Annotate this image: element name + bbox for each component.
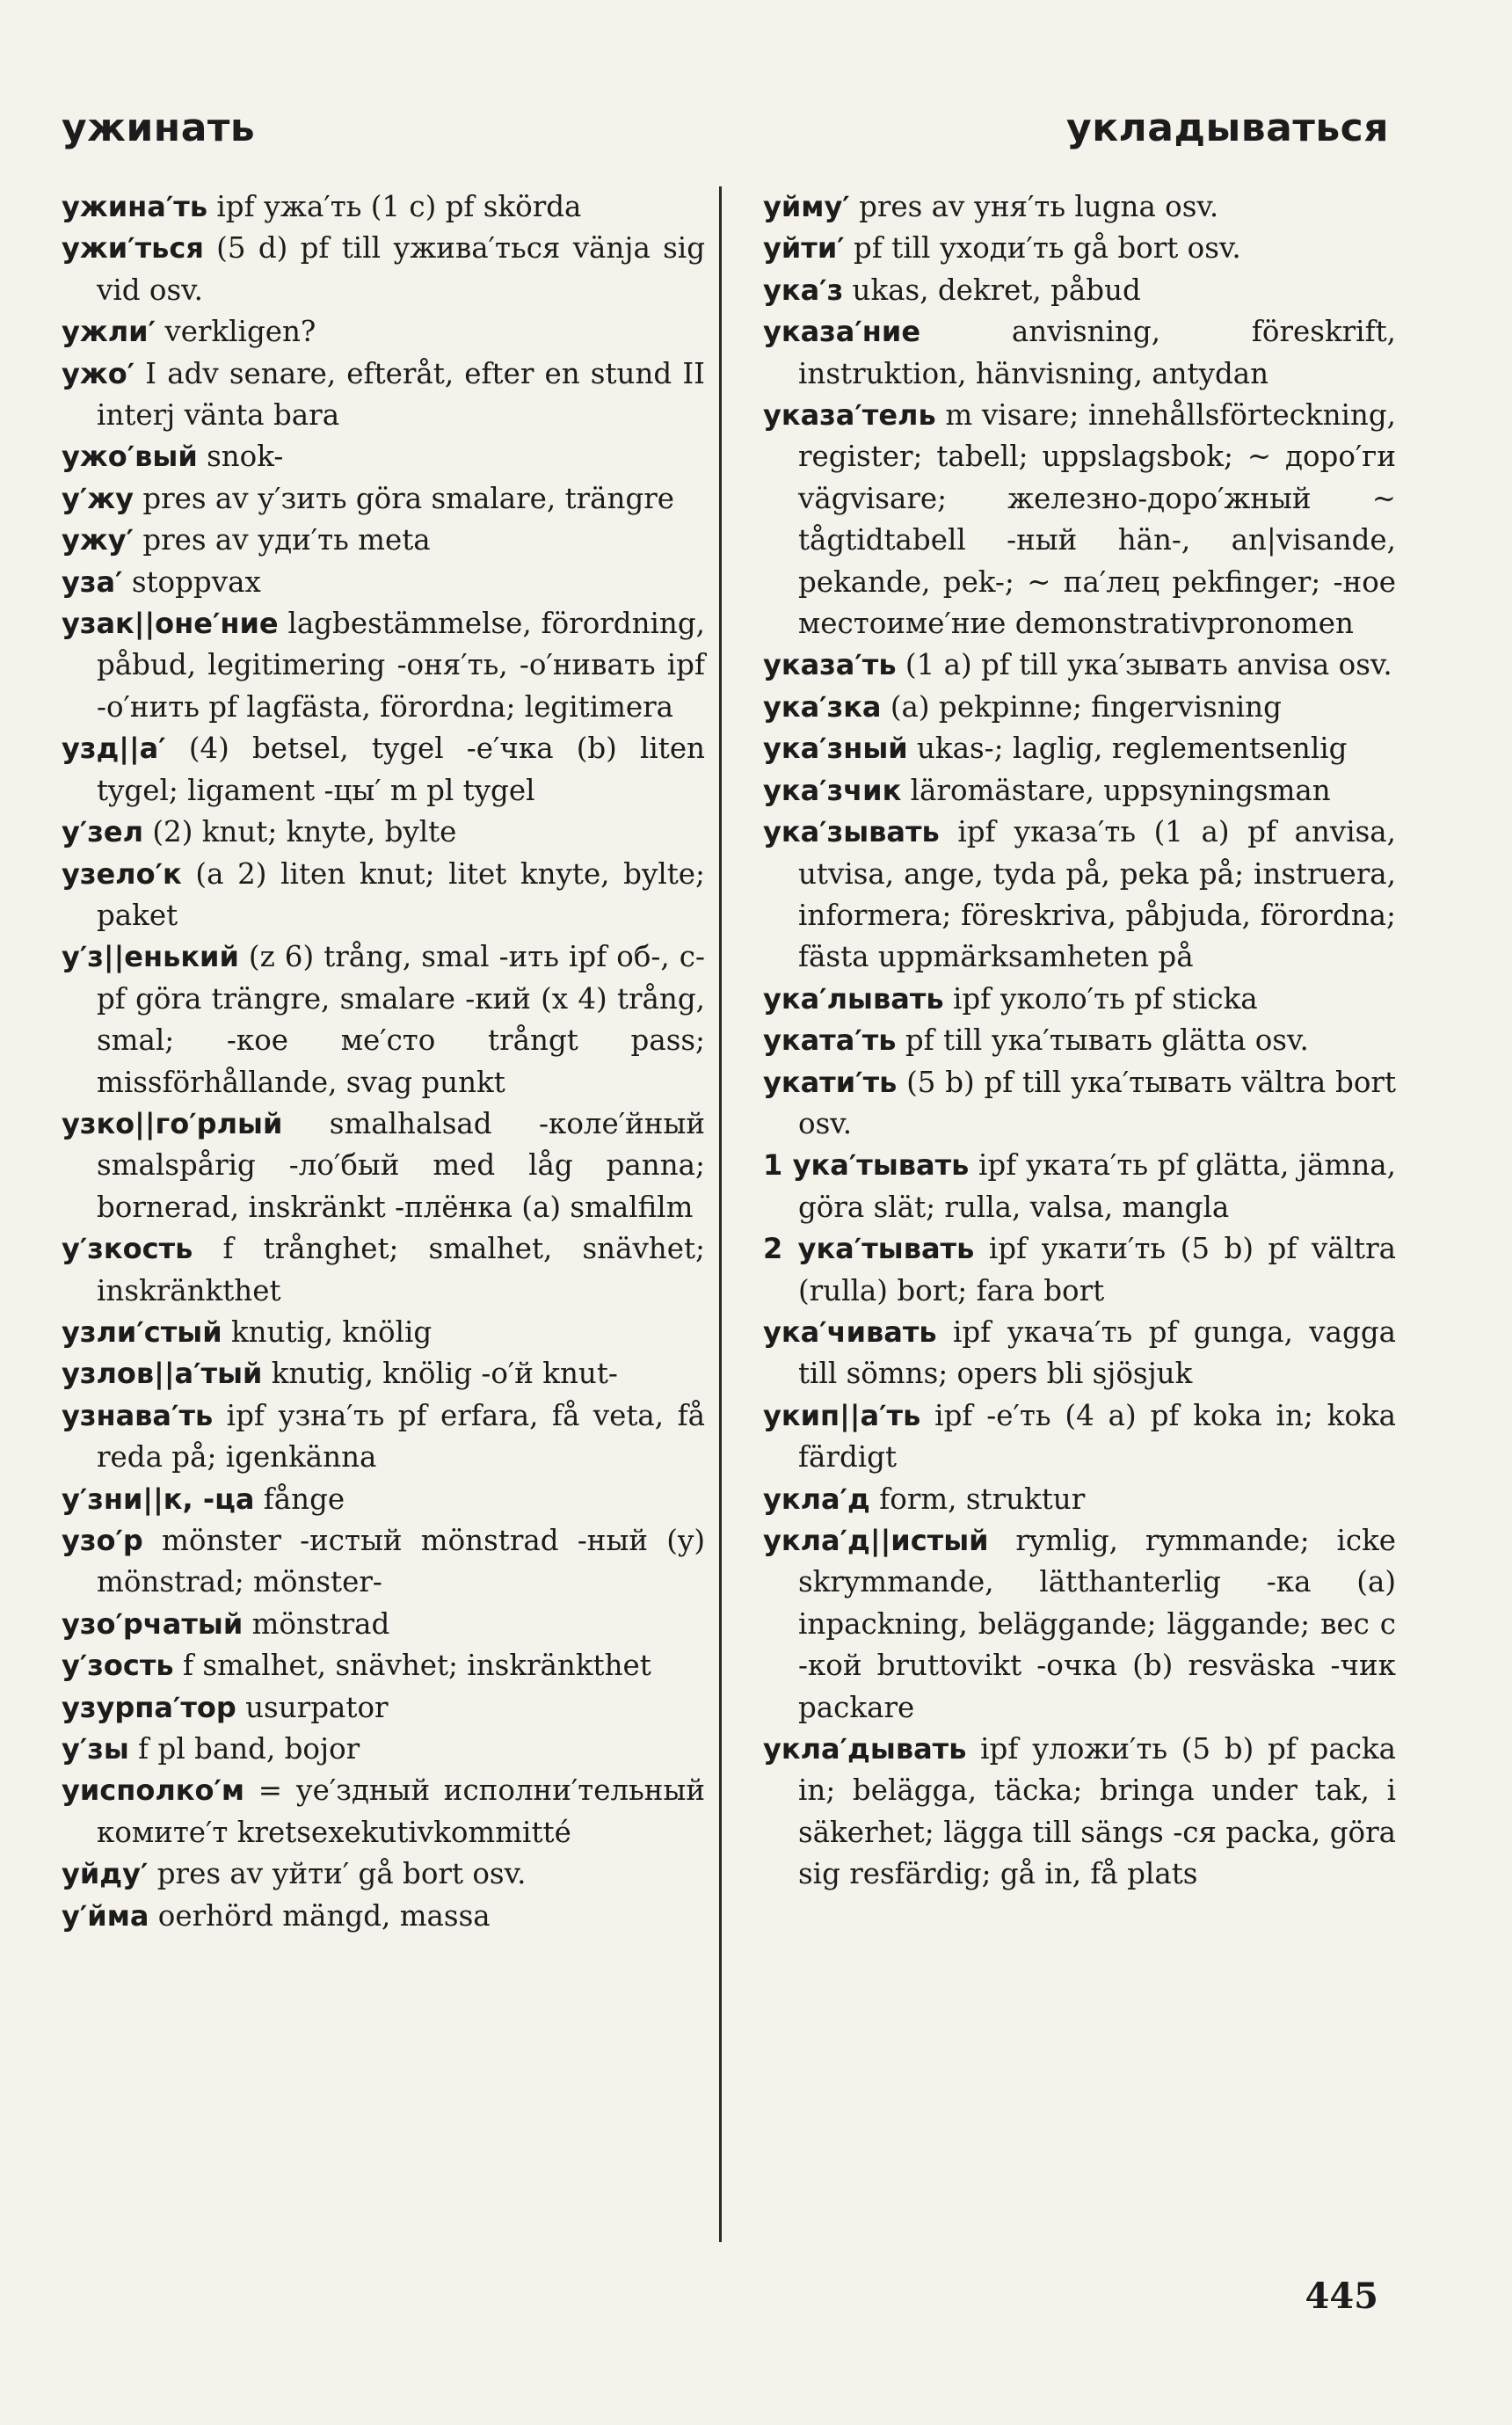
entry-definition: ukas, dekret, påbud (843, 273, 1141, 307)
dictionary-entry (763, 1228, 1396, 1312)
entry-headword: указа′тель (763, 398, 936, 433)
entry-headword: ука′зчик (763, 773, 902, 807)
dictionary-entry (62, 1853, 705, 1895)
entry-headword: ужо′ (62, 356, 135, 390)
entry-headword: ука′зный (763, 732, 908, 766)
entry-definition: oerhörd mängd, massa (149, 1898, 491, 1933)
dictionary-entry (62, 854, 705, 937)
entry-definition: verkligen? (156, 315, 316, 349)
running-head-left: ужинать (62, 106, 256, 150)
entry-headword: указа′ть (763, 648, 897, 682)
entry-headword: у′жу (62, 481, 134, 515)
entry-definition: pres av у′зить göra smalare, trängre (134, 481, 675, 515)
dictionary-entry (62, 353, 705, 437)
entry-headword: 2 ука′тывать (763, 1232, 975, 1266)
entry-headword: у′з||енький (62, 940, 239, 974)
entry-definition: lagbestämmelse, förordning, påbud, legitimering -оня′ть, -о′нивать ipf -о′нить pf lagfästa, förordna; legitimera (97, 607, 705, 724)
entry-headword: уйму′ (763, 190, 850, 223)
entry-definition: (z 6) trång, smal -ить ipf об-, с- pf göra trängre, smalare -кий (x 4) trång, smal; -кое ме′сто trångt pass; missförhållande, svag punkt (97, 940, 705, 1099)
dictionary-entry (62, 1395, 705, 1479)
dictionary-entry (62, 562, 705, 603)
dictionary-entry (62, 1312, 705, 1353)
entry-definition: f smalhet, snävhet; inskränkthet (173, 1649, 651, 1683)
dictionary-entry (763, 812, 1396, 979)
entry-definition: fånge (254, 1482, 345, 1516)
dictionary-entry (62, 1479, 705, 1520)
dictionary-entry (763, 1729, 1396, 1896)
entry-headword: узурпа′тор (62, 1690, 236, 1724)
entry-definition: ipf уколо′ть pf sticka (943, 981, 1258, 1016)
dictionary-entry (62, 1228, 705, 1312)
entry-definition: ipf указа′ть (1 a) pf anvisa, utvisa, ange, tyda på, peka på; instruera, informera; föreskriva, påbjuda, förordna; fästa uppmärksamheten på (798, 815, 1396, 974)
entry-definition: mönstrad (243, 1606, 390, 1641)
entry-headword: ужина′ть (62, 190, 208, 223)
entry-definition: ipf укати′ть (5 b) pf vältra (rulla) bort; fara bort (798, 1232, 1397, 1307)
entry-definition: pres av уди′ть meta (134, 523, 431, 557)
entry-definition: pf till ука′тывать glätta osv. (896, 1023, 1309, 1058)
entry-definition: knutig, knölig (222, 1314, 433, 1349)
dictionary-entry (763, 770, 1396, 812)
entry-definition: ipf ужа′ть (1 c) pf skörda (207, 190, 582, 223)
entry-definition: ipf -е′ть (4 a) pf koka in; koka färdigt (798, 1398, 1396, 1475)
entry-definition: f pl band, bojor (128, 1732, 360, 1766)
right-column (763, 186, 1396, 1896)
entry-headword: уисполко′м (62, 1773, 245, 1808)
entry-headword: узо′рчатый (62, 1606, 244, 1641)
entry-headword: ужо′вый (62, 440, 198, 474)
dictionary-entry (763, 644, 1396, 686)
entry-headword: у′зел (62, 815, 144, 849)
dictionary-entry (763, 728, 1396, 769)
entry-headword: 1 ука′тывать (763, 1148, 970, 1183)
entry-headword: ука′зка (763, 689, 882, 724)
dictionary-entry (763, 228, 1396, 269)
dictionary-entry (62, 1520, 705, 1604)
entry-headword: у′зни||к, -ца (62, 1482, 255, 1516)
dictionary-entry (62, 228, 705, 311)
dictionary-entry (62, 311, 705, 353)
dictionary-entry (62, 1770, 705, 1853)
entry-headword: укла′д (763, 1482, 870, 1516)
entry-headword: ука′з (763, 273, 844, 307)
entry-definition: rymlig, rymmande; icke skrymmande, lätthanterlig -ка (a) inpackning, beläggande; läggande; вес с -кой bruttovikt -очка (b) resväska -чик packare (798, 1524, 1396, 1724)
entry-definition: (a 2) liten knut; litet knyte, bylte; paket (97, 856, 705, 932)
entry-headword: у′йма (62, 1898, 149, 1933)
dictionary-entry (763, 270, 1396, 311)
entry-headword: уйду′ (62, 1857, 149, 1891)
entry-headword: у′зость (62, 1649, 174, 1683)
entry-definition: (2) knut; knyte, bylte (143, 815, 457, 849)
entry-definition: usurpator (236, 1690, 389, 1724)
entry-headword: ужи′ться (62, 231, 204, 266)
entry-definition: (5 d) pf till ужива′ться vänja sig vid osv. (97, 231, 705, 307)
dictionary-entry (62, 1687, 705, 1729)
entry-definition: knutig, knölig -о′й knut- (262, 1357, 618, 1391)
entry-headword: у′зы (62, 1732, 129, 1766)
dictionary-entry (62, 1645, 705, 1686)
dictionary-entry (62, 728, 705, 812)
dictionary-entry (62, 436, 705, 477)
entry-headword: укип||а′ть (763, 1398, 921, 1432)
entry-definition: ipf укача′ть pf gunga, vagga till sömns; opers bli sjösjuk (798, 1314, 1396, 1391)
entry-definition: = уе′здный исполни′тельный комите′т kretsexekutivkommitté (97, 1773, 705, 1849)
entry-definition: I adv senare, efteråt, efter en stund II interj vänta bara (97, 356, 705, 433)
entry-definition: f trånghet; smalhet, snävhet; inskränkthet (97, 1232, 705, 1307)
dictionary-entry (763, 1062, 1396, 1146)
entry-headword: указа′ние (763, 315, 921, 349)
entry-headword: уйти′ (763, 231, 845, 266)
entry-definition: ipf уката′ть pf glätta, jämna, göra slät; rulla, valsa, mangla (798, 1148, 1397, 1224)
entry-headword: укла′д||истый (763, 1524, 989, 1557)
dictionary-entry (62, 478, 705, 520)
entry-definition: (a) pekpinne; fingervisning (881, 689, 1282, 724)
entry-headword: у′зкость (62, 1232, 193, 1266)
entry-headword: узлов||а′тый (62, 1357, 263, 1391)
dictionary-entry (62, 603, 705, 728)
dictionary-entry (763, 1020, 1396, 1061)
entry-definition: form, struktur (869, 1482, 1086, 1516)
entry-definition: anvisning, föreskrift, instruktion, hänvisning, antydan (798, 315, 1396, 390)
entry-headword: ука′чивать (763, 1314, 937, 1349)
dictionary-entry (62, 186, 705, 228)
entry-definition: m visare; innehållsförteckning, register; tabell; uppslagsbok; ~ доро′ги vägvisare; железно-доро′жный ~ tågtidtabell -ный hän-, an|visande, pekande, pek-; ~ па′лец pekfinger; -ное местоиме′ние demonstrativpronomen (798, 398, 1396, 641)
dictionary-entry (62, 520, 705, 561)
left-column (62, 186, 705, 1937)
entry-definition: pres av уня′ть lugna osv. (849, 190, 1219, 223)
entry-definition: ukas-; laglig, reglementsenlig (907, 732, 1348, 766)
dictionary-entry (62, 1604, 705, 1645)
dictionary-entry (763, 1145, 1396, 1228)
dictionary-entry (763, 979, 1396, 1020)
entry-headword: узли′стый (62, 1314, 222, 1349)
dictionary-entry (62, 1729, 705, 1770)
entry-headword: узо′р (62, 1524, 143, 1557)
entry-headword: узело′к (62, 856, 182, 891)
entry-headword: укати′ть (763, 1065, 898, 1099)
entry-headword: ука′зывать (763, 815, 940, 849)
dictionary-entry (763, 395, 1396, 644)
dictionary-entry (763, 1479, 1396, 1520)
dictionary-entry (62, 1896, 705, 1937)
entry-headword: уката′ть (763, 1023, 897, 1058)
dictionary-entry (763, 1312, 1396, 1395)
entry-headword: укла′дывать (763, 1732, 967, 1766)
entry-headword: узд||а′ (62, 732, 166, 766)
entry-definition: (5 b) pf till ука′тывать vältra bort osv. (798, 1065, 1396, 1140)
entry-definition: läromästare, uppsyningsman (901, 773, 1331, 807)
entry-headword: узнава′ть (62, 1398, 214, 1432)
entry-headword: уза′ (62, 564, 123, 599)
dictionary-entry (62, 1103, 705, 1228)
entry-definition: (4) betsel, tygel -е′чка (b) liten tygel; ligament -цы′ m pl tygel (97, 732, 705, 807)
entry-definition: pres av уйти′ gå bort osv. (148, 1857, 527, 1891)
dictionary-entry (763, 1395, 1396, 1479)
entry-headword: ука′лывать (763, 981, 944, 1016)
running-head-right: укладываться (1066, 106, 1389, 150)
dictionary-entry (763, 687, 1396, 728)
entry-headword: узко||го′рлый (62, 1106, 283, 1140)
entry-headword: ужли′ (62, 315, 156, 349)
dictionary-entry (763, 186, 1396, 228)
dictionary-entry (62, 1353, 705, 1395)
entry-headword: ужу′ (62, 523, 134, 557)
dictionary-entry (62, 812, 705, 853)
entry-definition: stoppvax (122, 564, 261, 599)
entry-definition: mönster -истый mönstrad -ный (y) mönstrad; mönster- (97, 1524, 705, 1599)
entry-definition: ipf уложи′ть (5 b) pf packa in; belägga, täcka; bringa under tak, i säkerhet; lägga till sängs -ся packa, göra sig resfärdig; gå in, få plats (798, 1732, 1396, 1891)
dictionary-entry (62, 936, 705, 1103)
entry-definition: pf till уходи′ть gå bort osv. (844, 231, 1241, 266)
entry-definition: (1 a) pf till ука′зывать anvisa osv. (896, 648, 1392, 682)
dictionary-entry (763, 311, 1396, 395)
entry-headword: узак||оне′ние (62, 607, 279, 641)
entry-definition: snok- (197, 440, 284, 474)
dictionary-entry (763, 1520, 1396, 1729)
entry-definition: ipf узна′ть pf erfara, få veta, få reda på; igenkänna (97, 1398, 705, 1475)
column-divider (719, 186, 722, 2242)
entry-definition: smalhalsad -колe′йный smalspårig -ло′бый med låg panna; bornerad, inskränkt -плёнка (a) smalfilm (97, 1106, 705, 1224)
page-number: 445 (1305, 2276, 1378, 2317)
